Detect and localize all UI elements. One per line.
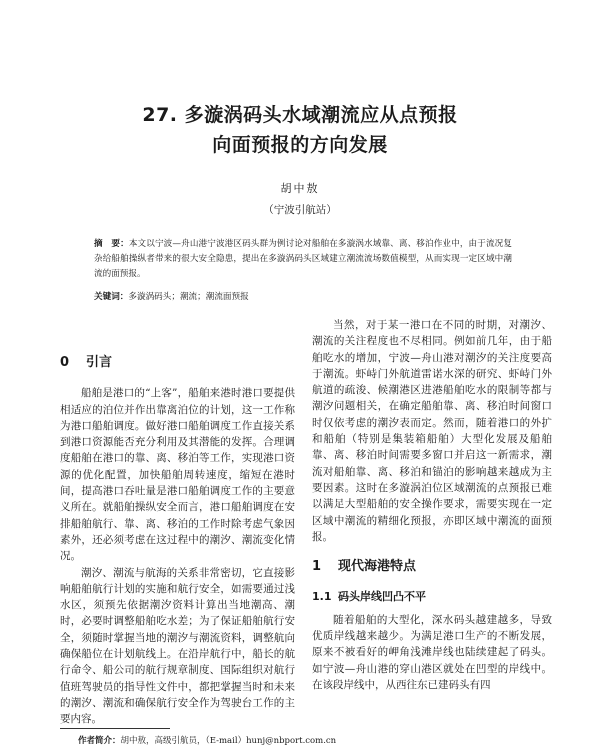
abstract — [94, 237, 512, 282]
keywords-text: 多漩涡码头；潮流；潮流面预报 — [128, 292, 249, 302]
section-number: 0 — [60, 355, 70, 370]
paper-title — [60, 100, 540, 160]
keywords-label: 关键词： — [94, 292, 129, 302]
section-heading-intro — [60, 355, 295, 371]
subsection-title: 码头岸线凹凸不平 — [338, 590, 426, 604]
section-number: 1 — [312, 559, 322, 575]
footnote — [78, 735, 336, 747]
abstract-label: 摘 要： — [94, 239, 129, 249]
intro-paragraph-2: 潮汐、潮流与航海的关系非常密切，它直接影响船舶航行计划的实施和航行安全，如需要通过浅水区，须预先依据潮汐资料计算出当地潮高、潮时，必要时调整船舶吃水差；为了保证船舶航行安全，须随时掌握当地的潮汐与潮流资料，调整航向确保船位在计划航线上。在沿岸航行中，船长的航行命令、船公司的航行规章制度、国际组织对航行值班驾驶员的指导性文件中，都把掌握当时和未来的潮汐、潮流和确保航行安全作为驾驶台工作的主要内容。 — [60, 566, 295, 726]
footnote-divider — [60, 728, 170, 729]
left-column — [60, 355, 295, 728]
right-column — [312, 317, 552, 693]
title-line-1: 27. 多漩涡码头水域潮流应从点预报 — [142, 104, 458, 126]
footnote-text: 胡中敖，高级引航员，（E-mail）hunj@nbport.com.cn — [120, 736, 337, 746]
keywords — [94, 290, 512, 305]
author-affiliation: （宁波引航站） — [263, 204, 337, 216]
section-title: 现代海港特点 — [338, 559, 417, 575]
title-line-2: 向面预报的方向发展 — [212, 134, 388, 156]
intro-paragraph-3: 当然，对于某一港口在不同的时期，对潮汐、潮流的关注程度也不尽相同。例如前几年，由于船舶吃水的增加，宁波—舟山港对潮汐的关注度要高于潮流。虾峙门外航道雷诺水深的研究、虾峙门外航道的疏浚、候潮港区进港船舶吃水的限制等都与潮汐问题相关，在确定船舶靠、离、移泊时间窗口时仅依考虑的潮汐表而定。然而，随着港口的外扩和船舶（特别是集装箱船舶）大型化发展及船舶靠、离、移泊时间需要多窗口并启这一新需求，潮流对船舶靠、离、移泊和锚泊的影响越来越成为主要因素。这时在多漩涡泊位区域潮流的点预报已难以满足大型船舶的安全操作要求，需要实现在一定区域中潮流的精细化预报，亦即区域中潮流的面预报。 — [312, 319, 552, 543]
author-name: 胡中敖 — [280, 182, 320, 195]
intro-paragraph-1: 船舶是港口的“上客”，船舶来港时港口要提供相适应的泊位并作出靠离泊位的计划，这一工作称为港口船舶调度。做好港口船舶调度工作直接关系到港口资源能否充分利用及其潜能的发挥。合理调度船舶在港口的靠、离、移泊等工作，实现港口资源的优化配置，加快船舶周转速度，缩短在港时间，提高港口吞吐量是港口船舶调度工作的主要意义所在。就船舶操纵安全而言，港口船舶调度在安排船舶航行、靠、离、移泊的工作时除考虑气象因素外，还必须考虑在这过程中的潮汐、潮流变化情况。 — [60, 387, 295, 563]
section-heading-modern-port — [312, 559, 552, 575]
subsection-number: 1.1 — [312, 590, 332, 604]
abstract-text: 本文以宁波—舟山港宁波港区码头群为例讨论对船舶在多漩涡水域靠、离、移泊作业中，由于流况复杂给船舶操纵者带来的很大安全隐患，提出在多漩涡码头区域建立潮流流场数值模型，从而实现一定区域中潮流的面预报。 — [94, 239, 512, 279]
section-title: 引言 — [86, 355, 113, 370]
subsection-heading-shoreline — [312, 589, 552, 605]
shoreline-paragraph: 随着船舶的大型化，深水码头越建越多，导致优质岸线越来越少。为满足港口生产的不断发展，原来不被看好的岬角浅滩岸线也陆续建起了码头。如宁波—舟山港的穿山港区就处在凹型的岸线中。在该段岸线中，从西往东已建码头有四 — [312, 613, 552, 691]
footnote-label: 作者简介： — [78, 736, 121, 746]
